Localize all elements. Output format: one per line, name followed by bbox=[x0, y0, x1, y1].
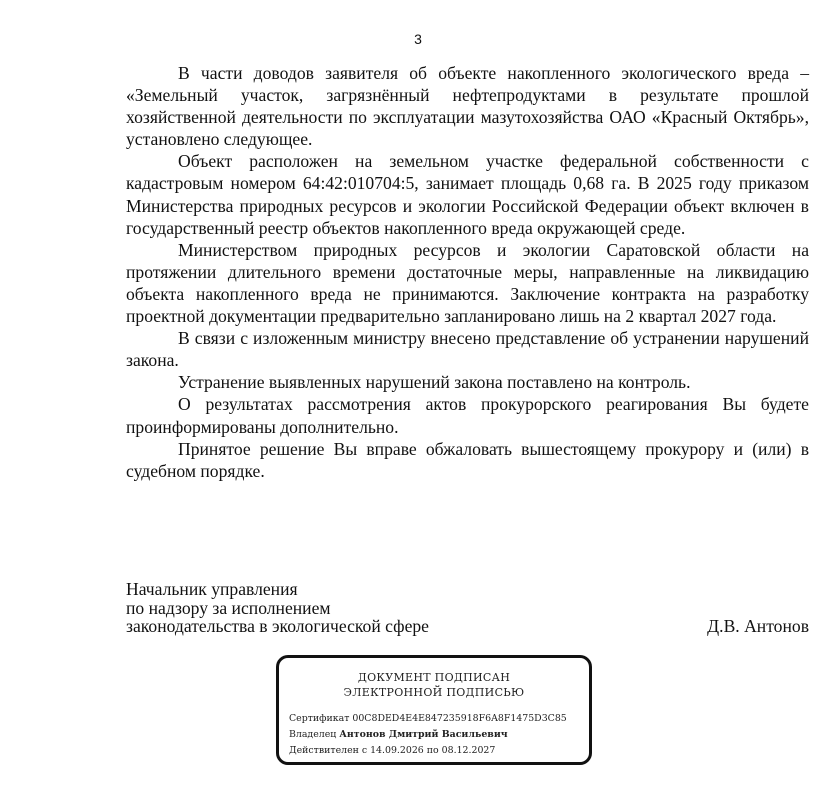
stamp-owner-value: Антонов Дмитрий Васильевич bbox=[339, 729, 508, 740]
stamp-certificate-value: 00C8DED4E4E847235918F6A8F1475D3C85 bbox=[352, 713, 567, 724]
paragraph: Объект расположен на земельном участке федеральной собственности с кадастровым номером 64:42:010704:5, занимает площадь 0,68 га. В 2025 году приказом Министерства природных ресурсов и экологии Российской Федерации объект включен в государственный реестр объектов накопленного вреда окружающей среде. bbox=[126, 151, 809, 238]
signer-position-line: Начальник управления bbox=[126, 579, 298, 599]
stamp-valid-from: 14.09.2026 bbox=[370, 745, 424, 756]
stamp-valid-to: 08.12.2027 bbox=[441, 745, 496, 756]
paragraph: В связи с изложенным министру внесено представление об устранении нарушений закона. bbox=[126, 328, 809, 371]
signer-position-line: законодательства в экологической сфере bbox=[126, 616, 429, 636]
paragraph: Устранение выявленных нарушений закона поставлено на контроль. bbox=[178, 372, 691, 393]
stamp-details bbox=[289, 711, 589, 759]
letter-body bbox=[126, 62, 809, 482]
paragraph: О результатах рассмотрения актов прокурорского реагирования Вы будете проинформированы дополнительно. bbox=[126, 394, 809, 437]
electronic-signature-stamp bbox=[276, 655, 592, 765]
signer-name: Д.В. Антонов bbox=[707, 616, 809, 636]
stamp-owner-row bbox=[289, 727, 589, 743]
signer-position-line: по надзору за исполнением bbox=[126, 597, 331, 618]
stamp-title-line: ДОКУМЕНТ ПОДПИСАН bbox=[357, 671, 511, 684]
stamp-valid-to-label: по bbox=[426, 745, 439, 756]
stamp-certificate-label: Сертификат bbox=[289, 713, 350, 724]
stamp-certificate-row bbox=[289, 711, 589, 727]
stamp-owner-label: Владелец bbox=[289, 729, 337, 740]
paragraph: Принятое решение Вы вправе обжаловать вышестоящему прокурору и (или) в судебном порядке. bbox=[126, 438, 809, 481]
paragraph: В части доводов заявителя об объекте накопленного экологического вреда – «Земельный участок, загрязнённый нефтепродуктами в результате прошлой хозяйственной деятельности по эксплуатации мазутохозяйства ОАО «Красный Октябрь», установлено следующее. bbox=[126, 63, 809, 150]
page-number: 3 bbox=[414, 31, 422, 47]
stamp-validity-row bbox=[289, 743, 589, 759]
stamp-valid-label: Действителен с bbox=[289, 745, 368, 756]
stamp-title-line: ЭЛЕКТРОННОЙ ПОДПИСЬЮ bbox=[343, 685, 525, 699]
paragraph: Министерством природных ресурсов и экологии Саратовской области на протяжении длительного времени достаточные меры, направленные на ликвидацию объекта накопленного вреда не принимаются. Заключение контракта на разработку проектной документации предварительно запланировано лишь на 2 квартал 2027 года. bbox=[126, 239, 809, 327]
stamp-title bbox=[279, 671, 589, 700]
signature-block bbox=[126, 580, 809, 636]
